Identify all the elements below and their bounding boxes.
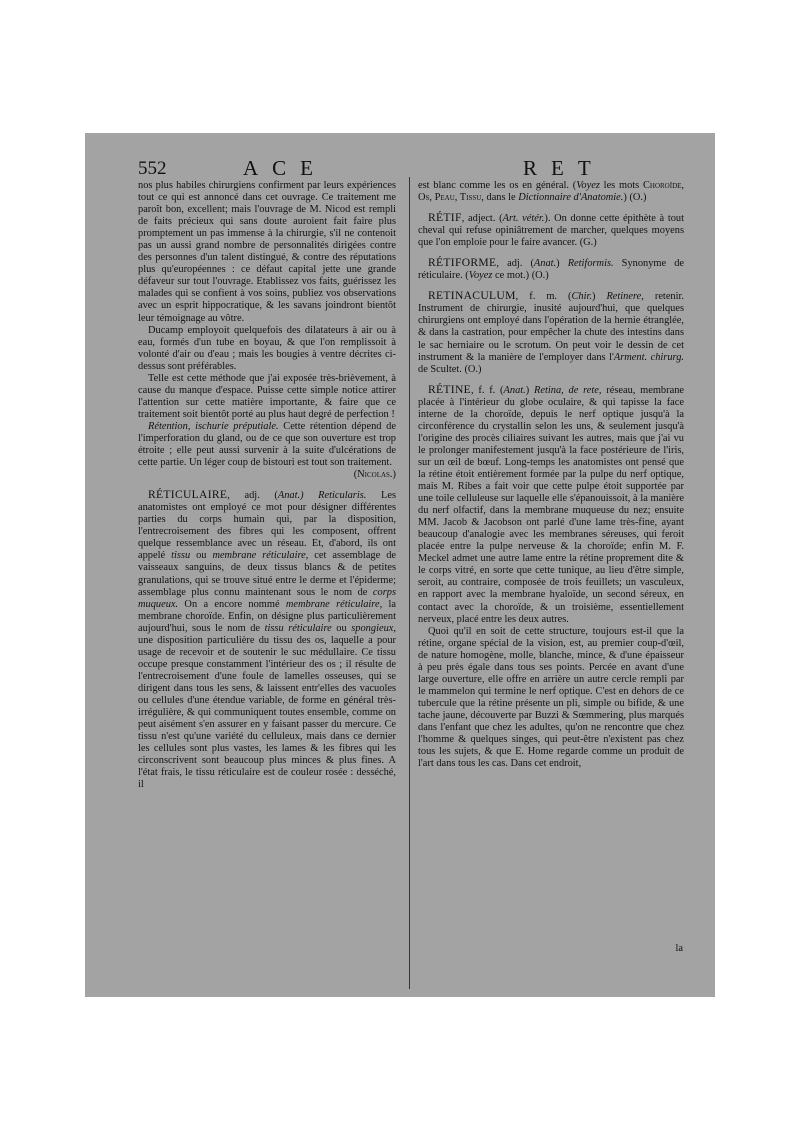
catchword: la — [675, 943, 683, 954]
text: , la membrane choroïde. Enfin, on désigne plus particulièrement aujourd'hui, sous le nom de — [138, 598, 396, 634]
page-number: 552 — [138, 158, 167, 179]
grammar: , adj. ( — [496, 258, 534, 270]
text: ) — [591, 291, 607, 303]
term: corps muqueux. — [138, 586, 396, 610]
cross-ref: Arment. chirurg. — [613, 351, 684, 363]
latin-term: ) Reticularis. — [300, 490, 367, 502]
text: les mots — [599, 180, 643, 191]
text: ) — [556, 258, 568, 270]
field-label: Chir. — [571, 291, 592, 303]
right-column — [418, 180, 684, 992]
term: spongieux — [351, 622, 394, 634]
headword: RÉTICULAIRE — [148, 488, 228, 502]
field-label: Anat. — [503, 384, 526, 396]
text: ou — [190, 550, 213, 562]
entry-reticulaire — [138, 489, 396, 791]
author-signature: (Nicolas.) — [353, 469, 396, 481]
running-head-right: RET — [523, 156, 605, 180]
text: , retenir. Instrument de chirurgie, inusité aujourd'hui, que quelques chirurgiens ont employé dans l'opération de la hernie étranglée, & dans la castration, pour empêcher la chute des intestins dans le sac herniaire ou le scrotum. On peut voir le dessin de cet instrument & la manière de l'employer dans l' — [418, 291, 684, 363]
text: ) (O.) — [623, 192, 647, 204]
paragraph: nos plus habiles chirurgiens confirment par leurs expériences tout ce qui est annoncé dans cet ouvrage. Ce traitement me paroît bon, excellent; mais l'ouvrage de M. Nicod est rempli de faits précieux qui sans doute auroient fait faire plus promptement un pas immense à la chirurgie, s'il ne contenoit pas un aussi grand nombre de personnalités dirigées contre des personnes d'un talent distingué, & contre des réputations plus qu'européennes : ce défaut capital jette une grande défaveur sur tout l'ouvrage. Etablissez vos faits, guérissez les malades qui se confient à vos soins, publiez vos observations avec un esprit hippocratique, & les savans joindront bientôt leur témoignage au vôtre. — [138, 180, 396, 324]
term: tissu — [171, 550, 191, 562]
text: , cet assemblage de vaisseaux sanguins, de deux tissus blancs & de petites granulations, qui se trouve situé entre le derme et l'épiderme; assemblage plus connu maintenant sous le nom de — [138, 550, 396, 598]
cross-ref: Choroïde, Os, Peau, Tissu — [418, 180, 684, 204]
grammar: , f. f. ( — [471, 384, 504, 396]
paragraph: Telle est cette méthode que j'ai exposée très-brièvement, à cause du manque d'espace. Puisse cette simple notice attirer l'attention sur cette matière importante, & faire que ce traitement soit bientôt porté au plus haut degré de perfection ! — [138, 372, 396, 420]
term: membrane réticulaire — [285, 598, 380, 610]
paragraph: Quoi qu'il en soit de cette structure, toujours est-il que la rétine, organe spécial de la vision, est, au premier coup-d'œil, de nature homogène, molle, blanche, mince, & d'une épaisseur à peu près égale dans tous ses points. Percée en avant d'une large ouverture, elle offre en arrière un autre cercle rempli par le mammelon qui termine le nerf optique. C'est en dehors de ce tubercule que la rétine présente un pli, simple ou bifide, & une tache jaune, découverte par Buzzi & Sœmmering, plus marqués dans l'enfant que chez les adultes, qu'on ne rencontre que chez l'homme & quelques singes, qui peut-être n'existent pas chez tous les sujets, & que E. Home regarde comme un produit de l'art dans tous les cas. Dans cet endroit, — [418, 625, 684, 770]
text: ou — [331, 622, 352, 634]
scanned-page — [85, 133, 715, 997]
term: Rétention, ischurie préputiale. — [148, 420, 279, 432]
headword: RÉTIFORME — [428, 256, 497, 270]
text: Synonyme de réticulaire. ( — [418, 258, 684, 282]
paragraph — [138, 421, 396, 469]
column-divider — [409, 177, 410, 989]
left-column — [138, 180, 396, 992]
text: , une disposition particulière du tissu des os, laquelle a pour usage de recevoir et de soutenir le suc médullaire. Ce tissu occupe presque constamment l'intérieur des os ; il résulte de l'entrecroisement d'une foule de lamelles osseuses, qui se dirigent dans tous les sens, & laissent entr'elles des vacuoles ou cellules d'une étendue variable, de forme en général très-irrégulière, & qui communiquent toutes ensemble, comme on peut aisément s'en assurer en y faisant passer du mercure. Ce tissu n'est qu'une variété du celluleux, mais dans ce dernier les cellules sont plus vastes, les lames & les fibres qui les circonscrivent sont beaucoup plus minces & plus fines. A l'état frais, le tissu réticulaire est de couleur rosée : desséché, il — [138, 622, 396, 791]
entry-retiforme — [418, 257, 684, 282]
text: On a encore nommé — [178, 598, 286, 610]
text: de Scultet. (O.) — [418, 363, 482, 375]
field-label: Art. vétér. — [502, 213, 545, 225]
headword: RÉTINE — [428, 382, 472, 396]
text: ). On donne cette épithète à tout cheval qui refuse opiniâtrement de marcher, quelques moyens que l'on emploie pour le faire avancer. (G.) — [418, 213, 684, 249]
cross-ref: Voyez — [576, 180, 600, 191]
headword: RETINACULUM — [428, 289, 516, 303]
grammar: , adject. ( — [461, 213, 503, 225]
term: tissu réticulaire — [264, 622, 332, 634]
text: ) — [525, 384, 535, 396]
headword: RÉTIF — [428, 211, 462, 225]
text: Cette rétention dépend de l'imperforation du gland, ou de ce que son ouverture est trop étroite ; elle peut aussi survenir à la suite d'ulcérations de cette partie. Un léger coup de bistouri est tout son traitement. — [138, 420, 396, 469]
page-header — [85, 133, 715, 181]
running-head-left: ACE — [243, 156, 327, 180]
cross-ref: Voyez — [468, 270, 493, 282]
entry-retif — [418, 212, 684, 249]
grammar: , adj. ( — [227, 490, 278, 502]
grammar: , f. m. ( — [515, 291, 572, 303]
latin-term: Retina, de rete — [534, 384, 599, 396]
latin-term: Retinere — [606, 291, 642, 303]
text: est blanc comme les os en général. ( — [418, 180, 577, 191]
entry-retine — [418, 384, 684, 626]
field-label: Anat. — [533, 258, 557, 270]
text: , dans le — [481, 192, 519, 204]
text: Les anatomistes ont employé ce mot pour désigner différentes parties du corps humain qui, par la disposition, l'entrecroisement des fibres qui les composent, offrent quelque ressemblance avec un réseau. Et, d'abord, ils ont appelé — [138, 490, 396, 562]
field-label: Anat. — [277, 490, 301, 502]
paragraph: Ducamp employoit quelquefois des dilatateurs à air ou à eau, formés d'un tube en boyau, & que l'on remplissoit à volonté d'air ou d'eau ; mais les bougies à ventre décrites ci-dessus sont préférables. — [138, 324, 396, 372]
text: , réseau, membrane placée à l'intérieur du globe oculaire, & qui tapisse la face interne de la choroïde, depuis le nerf optique jusqu'à la circonférence du crystallin selon les uns, & seulement jusqu'à l'origine des procès ciliaires suivant les autres, mais que j'ai vu le prolonger manifestement jusqu'à la face postérieure de l'iris, sur un œil de bœuf. Long-temps les anatomistes ont pensé que la rétine étoit entièrement formée par la pulpe du nerf optique, mais M. Ribes a fait voir que cette pulpe étoit supportée par une toile celluleuse sur laquelle elle s'épanouissoit, à la manière du nerf olfactif, dans la membrane muqueuse du nez; ensuite MM. Jacob & Jacobson ont parlé d'une lame très-fine, ayant beaucoup d'analogie avec les membranes séreuses, qui feroit placée entre la pulpe nerveuse & la choroïde; enfin M. F. Meckel admet une autre lame entre la rétine proprement dite & le corps vitré, en sorte que cette tunique, au lieu d'être simple, seroit, au contraire, composée de trois feuillets; un vasculeux, en rapport avec la membrane hyaloïde, un second séreux, en contact avec la choroïde, & un troisième, essentiellement nerveux, placé entre les deux autres. — [418, 384, 684, 625]
entry-retinaculum — [418, 290, 684, 375]
cross-ref: Dictionnaire d'Anatomie. — [518, 192, 624, 204]
latin-term: Retiformis. — [567, 258, 614, 270]
text: ce mot.) (O.) — [492, 270, 549, 282]
paragraph — [418, 180, 684, 204]
term: membrane réticulaire — [212, 550, 306, 562]
